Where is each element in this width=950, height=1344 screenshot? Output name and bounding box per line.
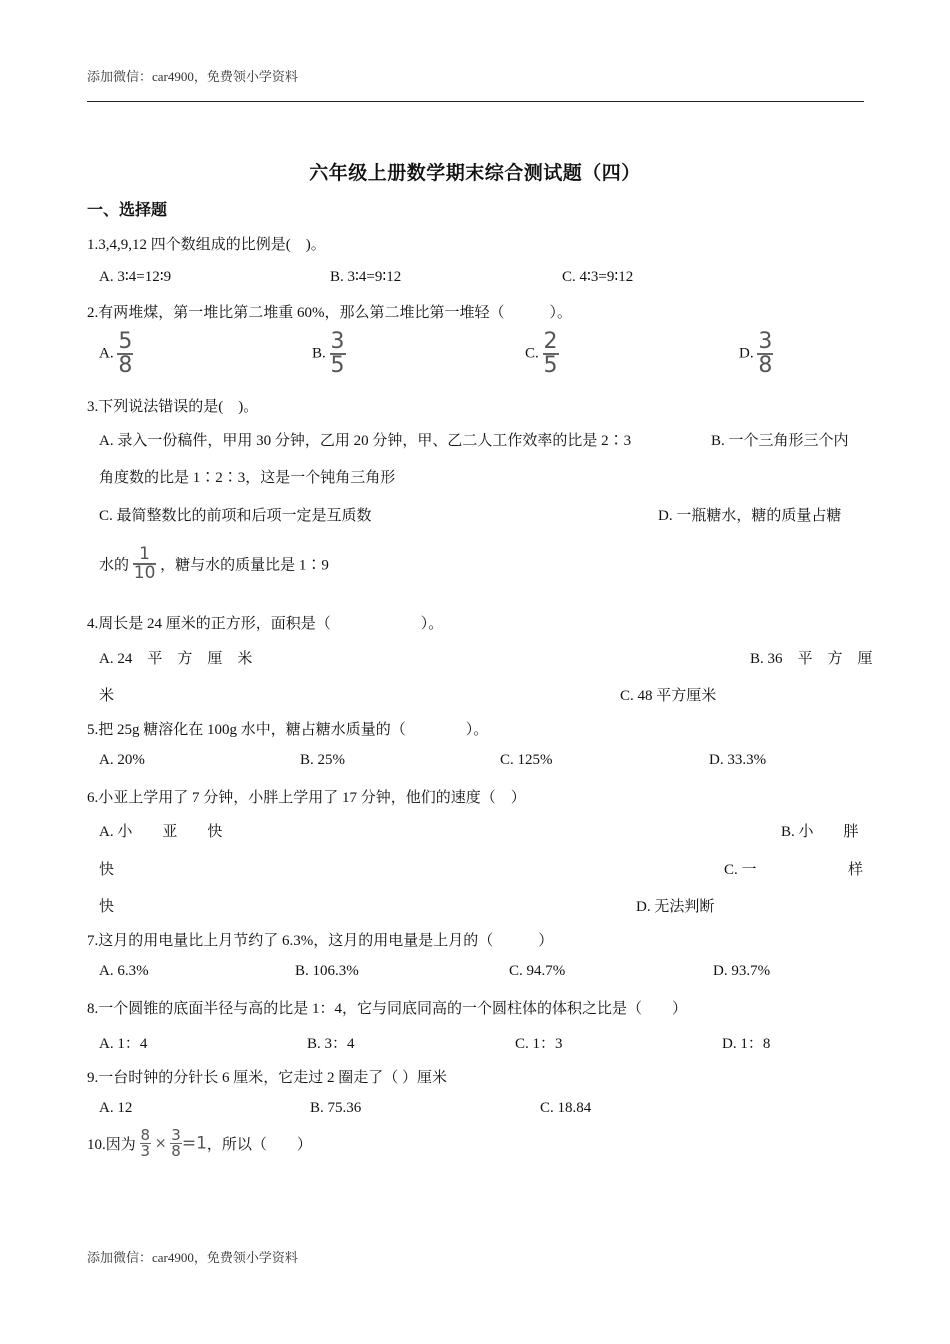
q10-fraction-2: $\frac{3}{8}$ xyxy=(171,1126,181,1160)
q6-option-d[interactable]: D. 无法判断 xyxy=(636,899,715,915)
q8-option-a[interactable]: A. 1：4 xyxy=(99,1036,148,1052)
question-7: 7.这月的用电量比上月节约了 6.3%，这月的用电量是上月的（ ） xyxy=(87,933,554,949)
q8-option-b[interactable]: B. 3：4 xyxy=(307,1036,355,1052)
q5-option-c[interactable]: C. 125% xyxy=(500,752,553,768)
q9-option-a[interactable]: A. 12 xyxy=(99,1100,133,1116)
q4-option-b-line1[interactable]: B. 36 平 方 厘 xyxy=(750,651,873,667)
q3-option-c[interactable]: C. 最简整数比的前项和后项一定是互质数 xyxy=(99,508,372,524)
q4-option-b-line2[interactable]: 米 xyxy=(99,688,115,704)
q4-option-a[interactable]: A. 24 平 方 厘 米 xyxy=(99,651,253,667)
q3-option-d-line2[interactable] xyxy=(99,546,329,582)
q10-suffix: ，所以（ ） xyxy=(206,1137,312,1153)
question-2: 2.有两堆煤，第一堆比第二堆重 60%，那么第二堆比第一堆轻（ ）。 xyxy=(87,305,572,321)
question-1: 1.3,4,9,12 四个数组成的比例是( )。 xyxy=(87,237,326,253)
q9-option-b[interactable]: B. 75.36 xyxy=(310,1100,362,1116)
question-5: 5.把 25g 糖溶化在 100g 水中，糖占糖水质量的（ ）。 xyxy=(87,722,489,738)
q6-option-a[interactable]: A. 小 亚 快 xyxy=(99,824,223,840)
q7-option-d[interactable]: D. 93.7% xyxy=(713,963,771,979)
q2-option-d-label: D. xyxy=(739,345,754,362)
q3-option-b-line1[interactable]: B. 一个三角形三个内 xyxy=(711,433,849,449)
q5-option-d[interactable]: D. 33.3% xyxy=(709,752,767,768)
q6-option-b-line1[interactable]: B. 小 胖 xyxy=(781,824,859,840)
question-4: 4.周长是 24 厘米的正方形，面积是（ ）。 xyxy=(87,616,444,632)
q3-d-suffix: ，糖与水的质量比是 1∶9 xyxy=(160,557,329,574)
q5-option-b[interactable]: B. 25% xyxy=(300,752,345,768)
question-3: 3.下列说法错误的是( )。 xyxy=(87,399,259,415)
q1-option-c[interactable]: C. 4∶3=9∶12 xyxy=(562,269,634,285)
q1-option-a[interactable]: A. 3∶4=12∶9 xyxy=(99,269,172,285)
q6-option-c-line1[interactable]: C. 一 xyxy=(724,862,757,878)
q2-option-c[interactable] xyxy=(525,331,559,377)
q2-option-a-label: A. xyxy=(99,345,114,362)
q6-option-c-line1b[interactable]: 样 xyxy=(848,862,864,878)
page-title: 六年级上册数学期末综合测试题（四） xyxy=(309,162,641,184)
q2-option-a[interactable] xyxy=(99,331,133,377)
section-heading: 一、选择题 xyxy=(87,200,168,219)
q10-times: × xyxy=(154,1135,167,1152)
q4-option-c[interactable]: C. 48 平方厘米 xyxy=(620,688,717,704)
q2-option-d-fraction: $\frac{3}{8}$ xyxy=(758,329,773,378)
q5-option-a[interactable]: A. 20% xyxy=(99,752,145,768)
q7-option-c[interactable]: C. 94.7% xyxy=(509,963,566,979)
q2-option-c-fraction: $\frac{2}{5}$ xyxy=(543,329,558,378)
q1-option-b[interactable]: B. 3∶4=9∶12 xyxy=(330,269,402,285)
q10-fraction-1: $\frac{8}{3}$ xyxy=(140,1126,151,1160)
question-9: 9.一台时钟的分针长 6 厘米，它走过 2 圈走了（ ）厘米 xyxy=(87,1070,448,1086)
q10-equals: =1 xyxy=(181,1133,207,1154)
q2-option-d[interactable] xyxy=(739,331,773,377)
question-8: 8.一个圆锥的底面半径与高的比是 1：4，它与同底同高的一个圆柱体的体积之比是（ ） xyxy=(87,1001,688,1017)
header-note: 添加微信：car4900，免费领小学资料 xyxy=(87,69,298,84)
q3-option-a[interactable]: A. 录入一份稿件，甲用 30 分钟，乙用 20 分钟，甲、乙二人工作效率的比是 2∶3 xyxy=(99,433,632,449)
q2-option-a-fraction: $\frac{5}{8}$ xyxy=(118,329,133,378)
footer-note: 添加微信：car4900，免费领小学资料 xyxy=(87,1250,298,1265)
q10-prefix: 10.因为 xyxy=(87,1137,136,1153)
q3-option-d-line1[interactable]: D. 一瓶糖水，糖的质量占糖 xyxy=(658,508,842,524)
q8-option-c[interactable]: C. 1：3 xyxy=(515,1036,563,1052)
question-10 xyxy=(87,1128,312,1159)
q2-option-b-label: B. xyxy=(312,345,326,362)
q6-option-c-line2[interactable]: 快 xyxy=(99,899,115,915)
q8-option-d[interactable]: D. 1：8 xyxy=(722,1036,771,1052)
q3-d-fraction: $\frac{1}{10}$ xyxy=(133,544,156,583)
q2-option-b[interactable] xyxy=(312,331,346,377)
q7-option-b[interactable]: B. 106.3% xyxy=(295,963,359,979)
header-rule xyxy=(87,101,864,102)
question-6: 6.小亚上学用了 7 分钟，小胖上学用了 17 分钟，他们的速度（ ） xyxy=(87,790,526,806)
q3-option-b-line2[interactable]: 角度数的比是 1∶2∶3，这是一个钝角三角形 xyxy=(99,470,396,486)
q9-option-c[interactable]: C. 18.84 xyxy=(540,1100,592,1116)
q3-d-prefix: 水的 xyxy=(99,557,130,574)
q7-option-a[interactable]: A. 6.3% xyxy=(99,963,149,979)
q2-option-b-fraction: $\frac{3}{5}$ xyxy=(330,329,345,378)
q2-option-c-label: C. xyxy=(525,345,539,362)
q6-option-b-line2[interactable]: 快 xyxy=(99,862,115,878)
